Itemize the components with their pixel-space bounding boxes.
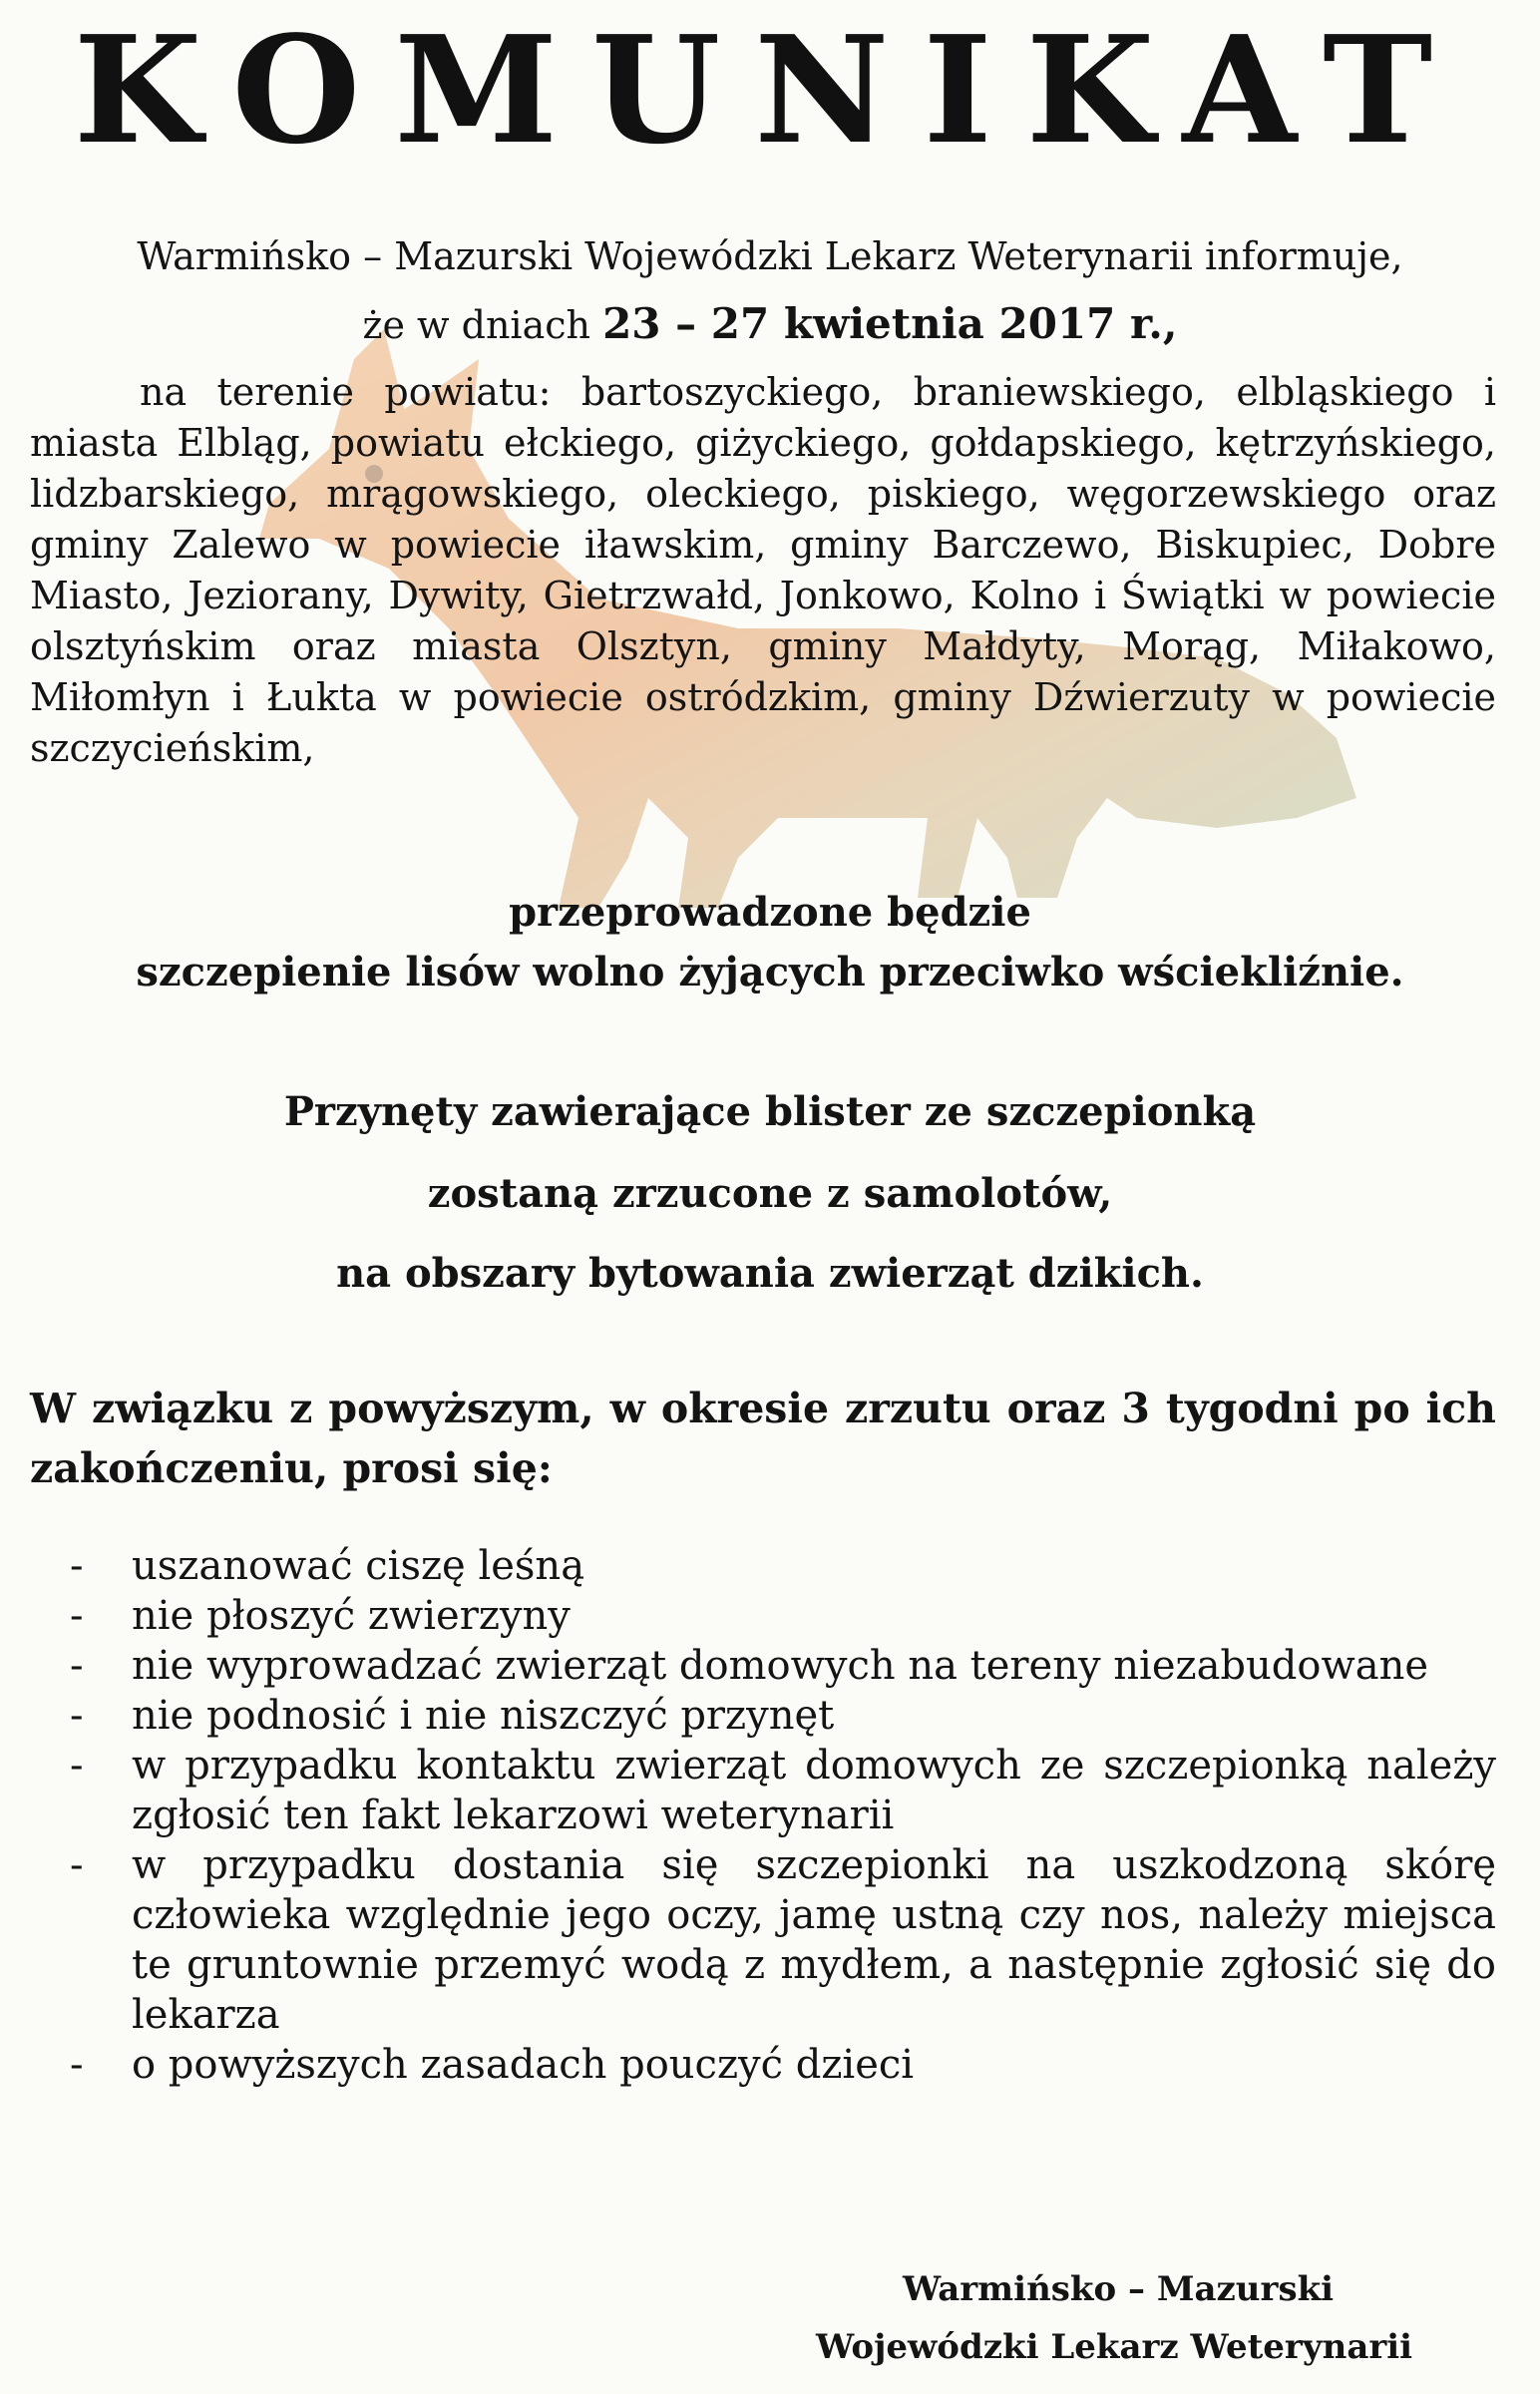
date-range: 23 – 27 kwietnia 2017 r., — [602, 299, 1178, 348]
baits-line-2: zostaną zrzucone z samolotów, — [427, 1170, 1113, 1217]
rules-list — [70, 1541, 1496, 2090]
vaccination-line-1: przeprowadzone będzie — [509, 889, 1031, 936]
page-title: KOMUNIKAT — [73, 3, 1467, 177]
list-item: - nie wyprowadzać zwierząt domowych na tereny niezabudowane — [70, 1643, 1428, 1689]
list-item: - w przypadku dostania się szczepionki na uszkodzoną skórę człowieka względnie jego oczy, jamę ustną czy nos, należy miejsca te gruntownie przemyć wodą z mydłem, a następnie zgłosić się do lekarza — [70, 1842, 1496, 2038]
baits-line-3: na obszary bytowania zwierząt dzikich. — [336, 1250, 1204, 1297]
signature-line-1: Warmińsko – Mazurski — [903, 2269, 1335, 2309]
list-item: - w przypadku kontaktu zwierząt domowych ze szczepionką należy zgłosić ten fakt lekarzowi weterynarii — [70, 1743, 1496, 1838]
baits-line-1: Przynęty zawierające blister ze szczepionką — [283, 1088, 1257, 1135]
vaccination-line-2: szczepienie lisów wolno żyjących przeciwko wściekliźnie. — [136, 949, 1404, 996]
areas-paragraph: na terenie powiatu: bartoszyckiego, braniewskiego, elbląskiego i miasta Elbląg, powiatu ełckiego, giżyckiego, gołdapskiego, kętrzyńskiego, lidzbarskiego, mrągowskiego, oleckiego, piskiego, węgorzewskiego oraz gminy Zalewo w powiecie iławskim, gminy Barczewo, Biskupiec, Dobre Miasto, Jeziorany, Dywity, Gietrzwałd, Jonkowo, Kolno i Świątki w powiecie olsztyńskim oraz miasta Olsztyn, gminy Małdyty, Morąg, Miłakowo, Miłomłyn i Łukta w powiecie ostródzkim, gminy Dźwierzuty w powiecie szczycieńskim, — [30, 370, 1496, 770]
request-paragraph: W związku z powyższym, w okresie zrzutu oraz 3 tygodni po ich zakończeniu, prosi się: — [30, 1385, 1496, 1492]
list-item: - o powyższych zasadach pouczyć dzieci — [70, 2042, 915, 2088]
signature-line-2: Wojewódzki Lekarz Weterynarii — [816, 2327, 1413, 2367]
intro-line-authority: Warmińsko – Mazurski Wojewódzki Lekarz Weterynarii informuje, — [137, 234, 1403, 278]
date-prefix: że w dniach — [362, 303, 603, 347]
list-item: - uszanować ciszę leśną — [70, 1543, 585, 1589]
list-item: - nie podnosić i nie niszczyć przynęt — [70, 1693, 835, 1739]
list-item: - nie płoszyć zwierzyny — [70, 1593, 571, 1639]
intro-line-date — [0, 299, 1540, 350]
